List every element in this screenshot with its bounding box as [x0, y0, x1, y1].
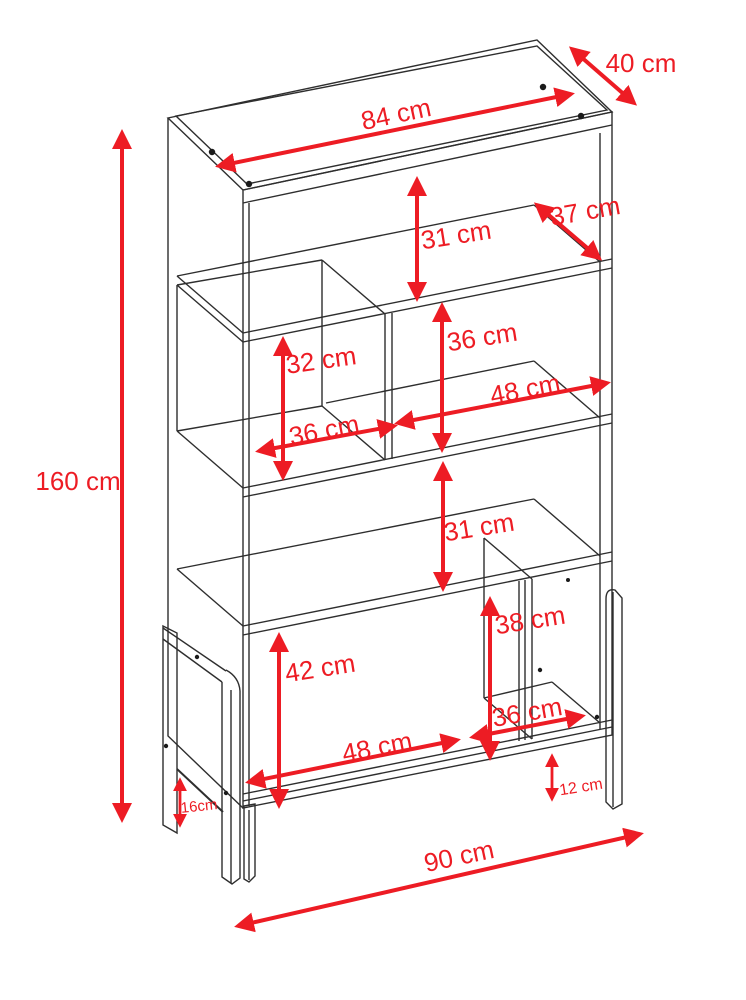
dim-label-cube-width: 36 cm [286, 408, 362, 452]
dim-label-upper-height: 31 cm [418, 214, 494, 256]
dim-label-door-width: 48 cm [339, 725, 415, 769]
front-left-leg [244, 804, 255, 882]
dim-label-left-clearance: 16cm [179, 796, 219, 817]
dim-label-mid-width: 48 cm [487, 367, 563, 411]
dim-label-top-width: 84 cm [358, 91, 434, 137]
upper-compartment-interior [177, 205, 600, 333]
dim-label-box-height: 38 cm [492, 599, 568, 641]
screw-hole-dots [164, 84, 599, 795]
dim-label-top-depth: 40 cm [605, 48, 677, 78]
dim-label-right-clearance: 12 cm [558, 775, 604, 800]
right-leg [606, 590, 622, 809]
dimension-labels [35, 48, 676, 878]
dim-label-mid-height: 36 cm [444, 316, 520, 358]
dim-label-door-height: 42 cm [282, 647, 358, 689]
cabinet-left-side [168, 118, 243, 808]
dim-label-shelf-depth: 37 cm [547, 190, 623, 232]
dim-label-lower-height: 31 cm [441, 506, 517, 548]
dim-label-total-width: 90 cm [421, 833, 497, 879]
left-leg-frame [163, 626, 240, 884]
dim-label-box-width: 36 cm [489, 691, 565, 733]
dim-label-total-height: 160 cm [35, 466, 121, 496]
dim-label-cube-height: 32 cm [283, 340, 359, 380]
